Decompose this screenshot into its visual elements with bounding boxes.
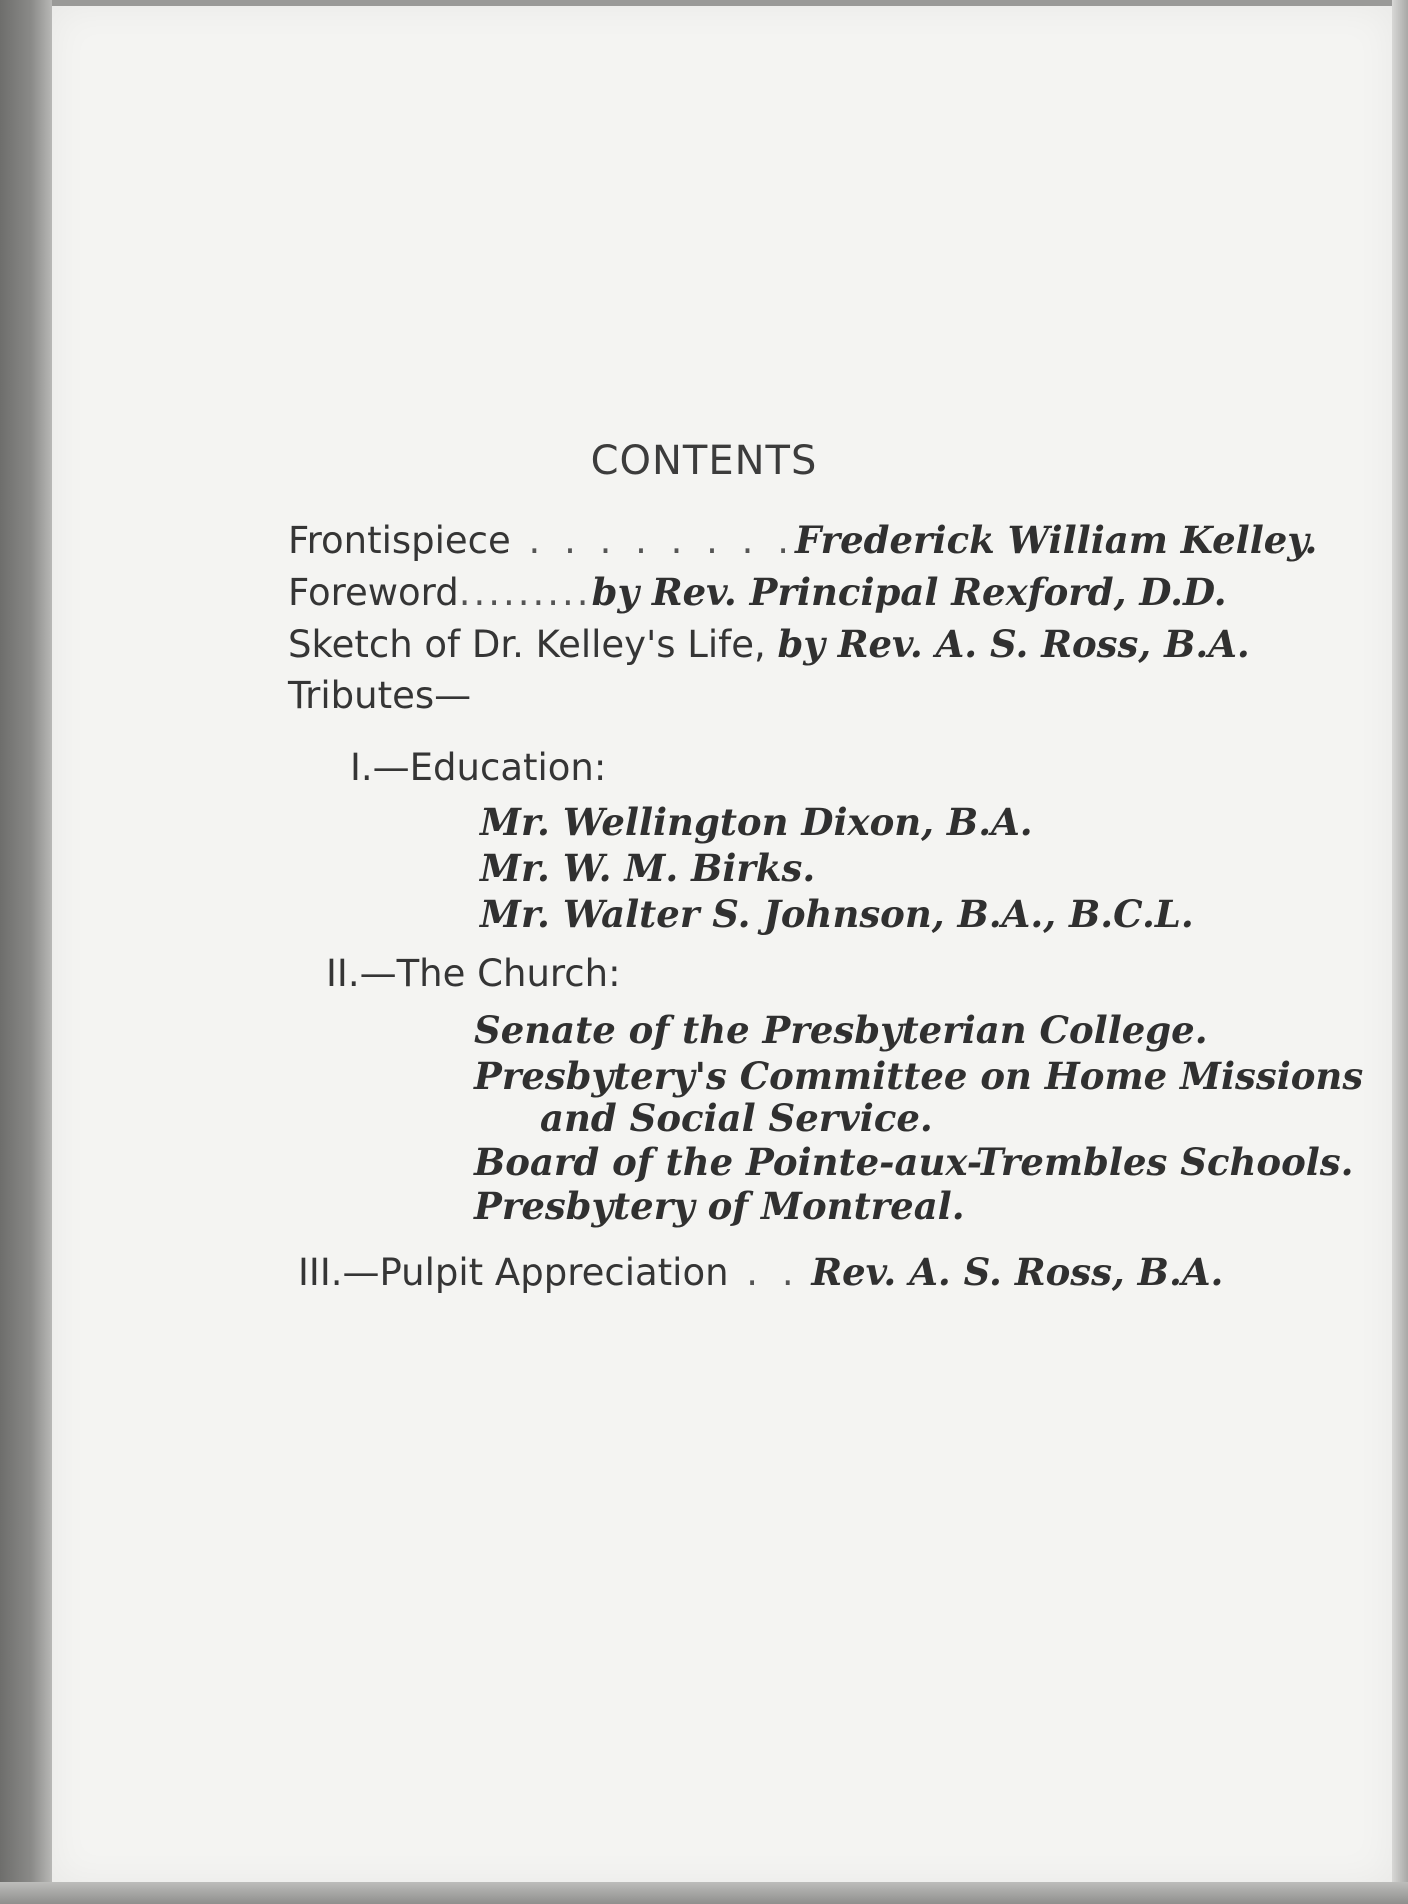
tribute-item: and Social Service. <box>540 1096 933 1140</box>
section-pulpit <box>298 1250 1223 1294</box>
book-edge-bottom <box>0 1882 1408 1904</box>
leader-dots: ......... <box>458 571 592 614</box>
leader-dots: . . . . . . . . <box>510 519 795 562</box>
section-education: I.—Education: <box>350 746 607 789</box>
entry-label: Tributes— <box>288 674 472 717</box>
entry-foreword <box>288 570 1227 614</box>
entry-value: Rev. A. S. Ross, B.A. <box>811 1250 1224 1294</box>
entry-label: Frontispiece <box>288 519 511 562</box>
entry-value: by Rev. A. S. Ross, B.A. <box>777 622 1250 666</box>
tribute-item: Senate of the Presbyterian College. <box>474 1008 1208 1052</box>
tribute-item: Presbytery's Committee on Home Missions <box>474 1054 1364 1098</box>
entry-value: Frederick William Kelley. <box>794 518 1318 562</box>
book-edge-left <box>0 0 52 1904</box>
entry-label: III.—Pulpit Appreciation <box>298 1251 729 1294</box>
tribute-item: Presbytery of Montreal. <box>474 1184 965 1228</box>
entry-tributes <box>288 674 471 717</box>
leader-dots: . . <box>728 1251 800 1294</box>
entry-value: by Rev. Principal Rexford, D.D. <box>591 570 1227 614</box>
entry-label: Foreword <box>288 571 459 614</box>
entry-sketch <box>288 622 1250 666</box>
tribute-item: Board of the Pointe-aux-Trembles Schools. <box>474 1140 1354 1184</box>
book-edge-right <box>1392 0 1408 1904</box>
contents-heading: CONTENTS <box>590 438 818 484</box>
entry-frontispiece <box>288 518 1317 562</box>
tribute-item: Mr. Walter S. Johnson, B.A., B.C.L. <box>480 892 1194 936</box>
section-church: II.—The Church: <box>326 952 621 995</box>
tribute-item: Mr. W. M. Birks. <box>480 846 816 890</box>
entry-label: Sketch of Dr. Kelley's Life, <box>288 623 766 666</box>
page <box>52 6 1392 1884</box>
tribute-item: Mr. Wellington Dixon, B.A. <box>480 800 1033 844</box>
